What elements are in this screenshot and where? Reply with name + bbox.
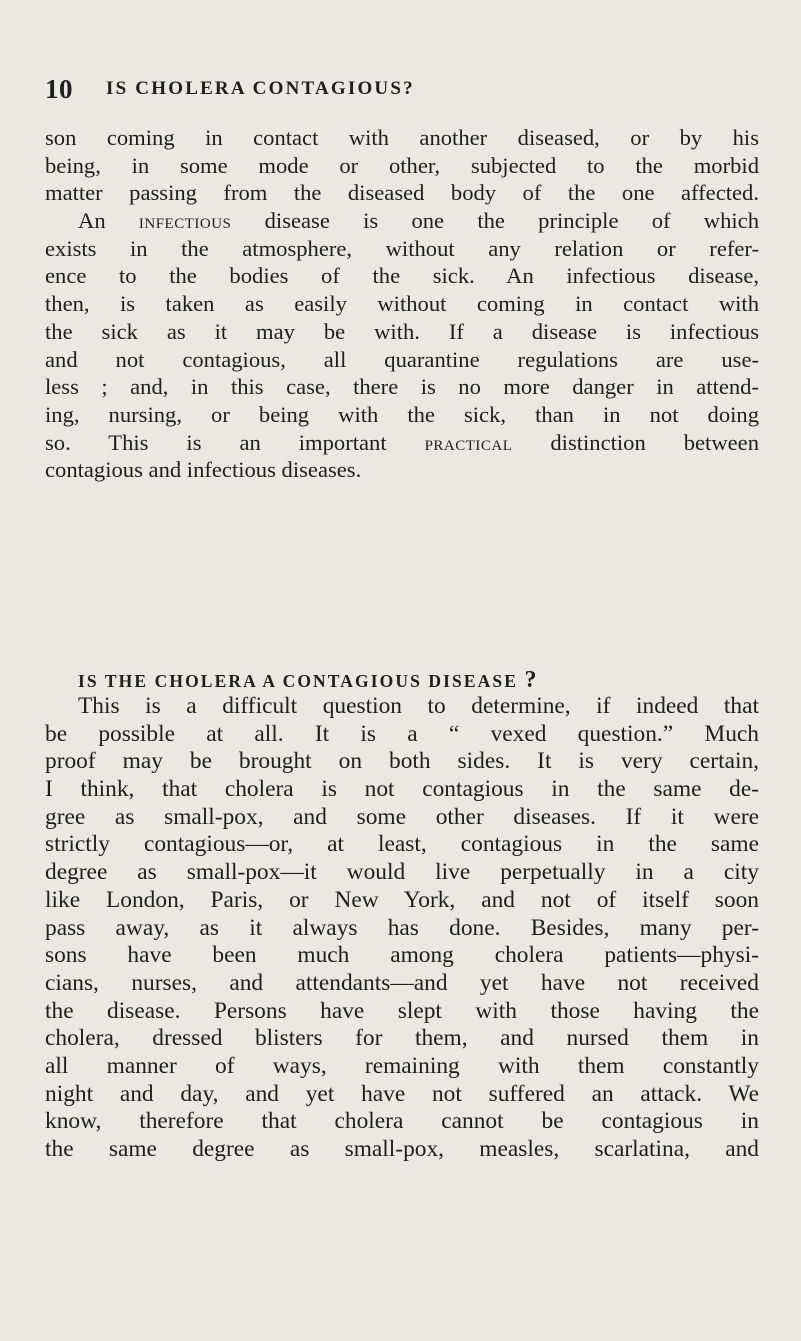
text-line: strictly contagious—or, at least, contagious in the same xyxy=(45,831,759,858)
text-fragment: An xyxy=(78,208,139,234)
text-line: the same degree as small-pox, measles, scarlatina, and xyxy=(45,1136,759,1162)
text-line: sons have been much among cholera patients—physi- xyxy=(45,942,759,969)
paragraph-cholera xyxy=(45,693,759,1164)
text-line: son coming in contact with another diseased, or by his xyxy=(45,125,759,150)
text-line: like London, Paris, or New York, and not of itself soon xyxy=(45,886,759,913)
text-fragment: disease is one the principle of which xyxy=(231,208,760,234)
text-line: contagious and infectious diseases. xyxy=(45,457,362,483)
text-line: all manner of ways, remaining with them constantly xyxy=(45,1052,759,1079)
text-fragment: distinction between xyxy=(512,429,759,455)
text-line: then, is taken as easily without coming in contact with xyxy=(45,291,759,317)
page-number: 10 xyxy=(45,74,73,104)
text-line: ing, nursing, or being with the sick, than in not doing xyxy=(45,401,759,427)
paragraph-definitions xyxy=(45,124,759,484)
text-line: pass away, as it always has done. Besides, many per- xyxy=(45,914,759,941)
text-line: the disease. Persons have slept with those having the xyxy=(45,997,759,1024)
text-line: night and day, and yet have not suffered an attack. We xyxy=(45,1080,759,1107)
text-line: cians, nurses, and attendants—and yet have not received xyxy=(45,969,759,996)
text-line: degree as small-pox—it would live perpetually in a city xyxy=(45,859,759,886)
text-line: ence to the bodies of the sick. An infectious disease, xyxy=(45,263,759,289)
small-caps-term: practical xyxy=(424,430,513,455)
text-line xyxy=(45,207,759,235)
text-line: exists in the atmosphere, without any relation or refer- xyxy=(45,235,759,261)
text-fragment: so. This is an important xyxy=(45,429,425,455)
section-heading-text: IS THE CHOLERA A CONTAGIOUS DISEASE xyxy=(78,671,518,691)
text-line: cholera, dressed blisters for them, and nursed them in xyxy=(45,1025,759,1052)
text-line: matter passing from the diseased body of the one affected. xyxy=(45,180,759,206)
text-line xyxy=(45,429,759,457)
small-caps-term: infectious xyxy=(138,209,232,234)
section-heading-question-mark: ? xyxy=(524,667,537,693)
text-line: This is a difficult question to determine, if indeed that xyxy=(78,693,759,719)
text-line: less ; and, in this case, there is no more danger in attend- xyxy=(45,374,759,400)
text-line: the sick as it may be with. If a disease is infectious xyxy=(45,318,759,344)
text-line: gree as small-pox, and some other diseases. If it were xyxy=(45,803,759,830)
running-head xyxy=(45,74,765,104)
running-title: IS CHOLERA CONTAGIOUS? xyxy=(106,78,415,99)
text-line: and not contagious, all quarantine regulations are use- xyxy=(45,346,759,372)
text-line: proof may be brought on both sides. It is very certain, xyxy=(45,748,759,775)
text-line: being, in some mode or other, subjected to the morbid xyxy=(45,152,759,178)
section-heading xyxy=(78,667,536,694)
text-line: be possible at all. It is a “ vexed question.” Much xyxy=(45,720,759,747)
text-line: I think, that cholera is not contagious in the same de- xyxy=(45,776,759,803)
text-line: know, therefore that cholera cannot be contagious in xyxy=(45,1108,759,1135)
